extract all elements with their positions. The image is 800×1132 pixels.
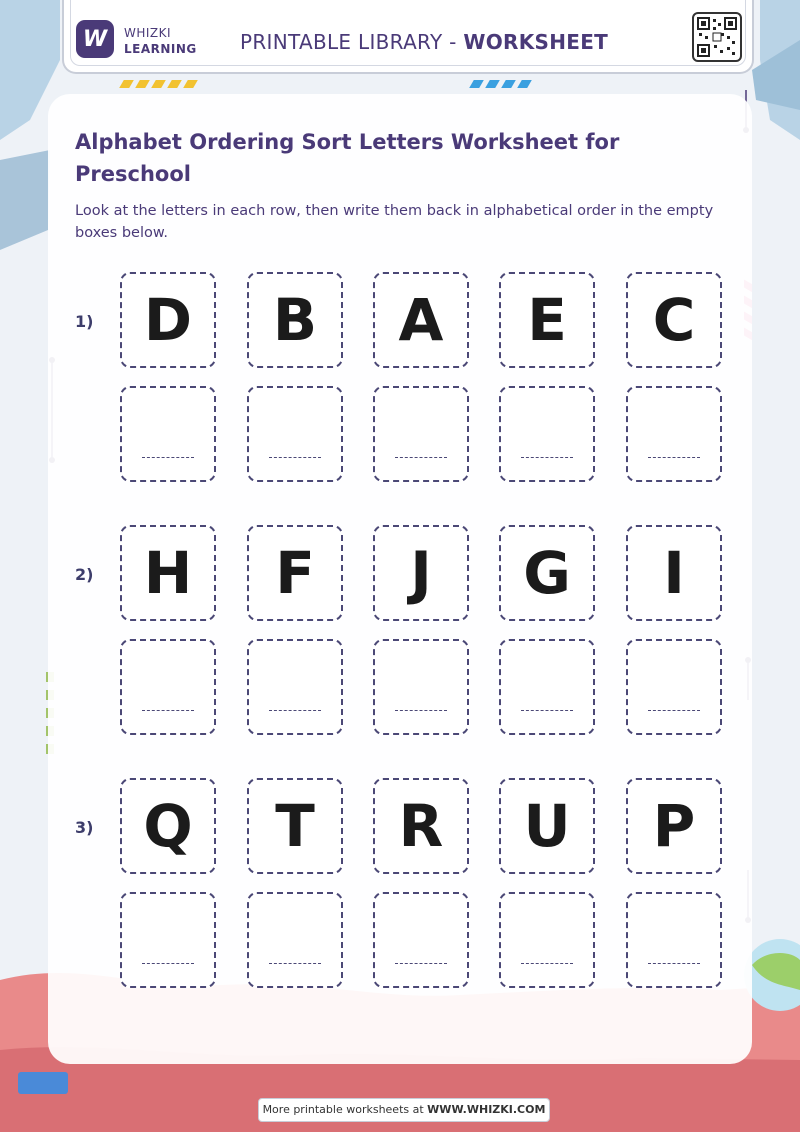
- letter-tile: I: [663, 539, 685, 607]
- write-line: [269, 710, 321, 711]
- letter-tile: H: [143, 539, 193, 607]
- letter-tile: P: [652, 792, 696, 860]
- answer-box[interactable]: [626, 386, 722, 482]
- letter-tile: D: [143, 286, 193, 354]
- header-title: [240, 30, 608, 54]
- letter-box: [120, 525, 216, 621]
- logo-line-2: LEARNING: [124, 42, 197, 56]
- row-number-1: 1): [75, 312, 94, 331]
- letter-box: [626, 525, 722, 621]
- letter-tile: R: [398, 792, 444, 860]
- letter-box: [626, 272, 722, 368]
- letter-box: [499, 272, 595, 368]
- letter-box: [247, 778, 343, 874]
- letter-tile: T: [275, 792, 315, 860]
- header-panel: [62, 0, 754, 74]
- letter-tile: E: [527, 286, 567, 354]
- write-line: [142, 963, 194, 964]
- write-line: [648, 457, 700, 458]
- write-line: [648, 710, 700, 711]
- letter-box: [120, 272, 216, 368]
- letter-box: [247, 525, 343, 621]
- write-line: [521, 963, 573, 964]
- letter-box: [499, 778, 595, 874]
- answer-box[interactable]: [499, 639, 595, 735]
- row-number-2: 2): [75, 565, 94, 584]
- answer-box[interactable]: [499, 892, 595, 988]
- row-number-3: 3): [75, 818, 94, 837]
- letter-tile: J: [410, 539, 432, 607]
- footer-text: More printable worksheets at: [262, 1103, 428, 1116]
- write-line: [142, 457, 194, 458]
- answer-box[interactable]: [373, 386, 469, 482]
- footer-site-link[interactable]: WWW.WHIZKI.COM: [427, 1103, 546, 1116]
- letter-tile: B: [272, 286, 318, 354]
- letter-tile: Q: [143, 792, 193, 860]
- letter-tile: A: [398, 286, 444, 354]
- letter-box: [247, 272, 343, 368]
- letter-box: [373, 778, 469, 874]
- letter-box: [626, 778, 722, 874]
- answer-box[interactable]: [626, 639, 722, 735]
- write-line: [395, 963, 447, 964]
- answer-box[interactable]: [120, 892, 216, 988]
- qr-code-graphic: [694, 14, 740, 60]
- letter-box: [499, 525, 595, 621]
- answer-box[interactable]: [120, 639, 216, 735]
- write-line: [521, 457, 573, 458]
- write-line: [269, 963, 321, 964]
- write-line: [521, 710, 573, 711]
- answer-box[interactable]: [247, 892, 343, 988]
- logo-wordmark[interactable]: [124, 25, 197, 57]
- letter-tile: G: [523, 539, 571, 607]
- letter-box: [373, 525, 469, 621]
- qr-code-icon[interactable]: [692, 12, 742, 62]
- letter-tile: C: [652, 286, 696, 354]
- write-line: [648, 963, 700, 964]
- worksheet-instructions: Look at the letters in each row, then write them back in alphabetical order in the empty boxes below.: [75, 203, 714, 241]
- header-title-bold: WORKSHEET: [463, 30, 609, 54]
- answer-box[interactable]: [247, 639, 343, 735]
- footer-banner[interactable]: [258, 1098, 550, 1122]
- answer-box[interactable]: [120, 386, 216, 482]
- answer-box[interactable]: [247, 386, 343, 482]
- answer-box[interactable]: [373, 639, 469, 735]
- answer-box[interactable]: [373, 892, 469, 988]
- logo-line-1: WHIZKI: [124, 26, 172, 40]
- write-line: [395, 710, 447, 711]
- letter-box: [120, 778, 216, 874]
- header-title-prefix: PRINTABLE LIBRARY -: [240, 30, 464, 54]
- letter-tile: U: [523, 792, 571, 860]
- write-line: [142, 710, 194, 711]
- whizki-logo-icon[interactable]: W: [76, 20, 114, 58]
- write-line: [269, 457, 321, 458]
- answer-box[interactable]: [499, 386, 595, 482]
- letter-tile: F: [275, 539, 315, 607]
- answer-box[interactable]: [626, 892, 722, 988]
- letter-box: [373, 272, 469, 368]
- write-line: [395, 457, 447, 458]
- worksheet-title: Alphabet Ordering Sort Letters Worksheet for Preschool: [75, 130, 620, 186]
